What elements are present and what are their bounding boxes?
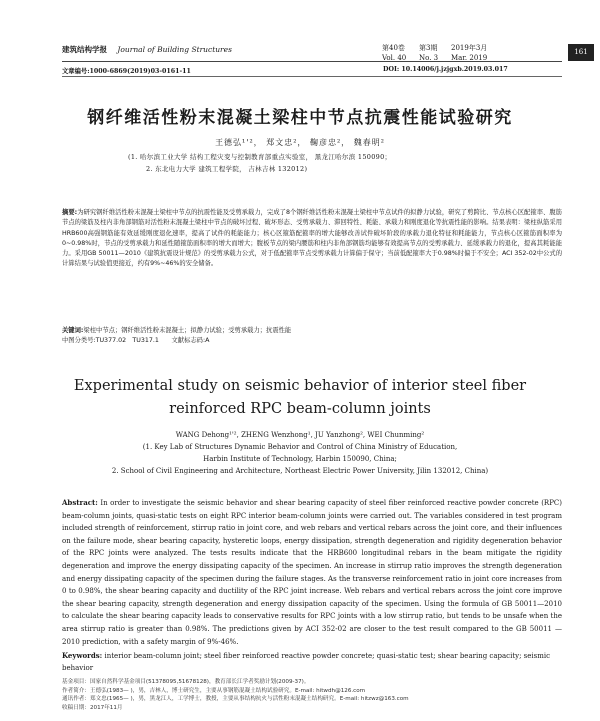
title-en-line-2: reinforced RPC beam-column joints	[169, 401, 431, 417]
issue-cn: 第3期	[419, 44, 438, 52]
journal-header	[62, 44, 232, 55]
keywords-cn	[62, 326, 562, 346]
page-number: 161	[568, 44, 594, 61]
title-en	[0, 375, 600, 421]
volume-en: Vol. 40	[382, 54, 407, 62]
title-en-line-1: Experimental study on seismic behavior of interior steel fiber	[73, 378, 527, 394]
keywords-en-text: interior beam-column joint; steel fiber reinforced reactive powder concrete; quasi-static test; shear bearing capacity; seismic behavior	[62, 652, 551, 672]
footnote-corresponding: 通讯作者：郑文忠(1965— )，男，黑龙江人，工学博士，教授，主要从事结构抗火与活性粉末混凝土结构研究。E-mail: hitzwz@163.com	[62, 696, 409, 703]
footnote-funding: 基金项目：国家自然科学基金项目(51378095,51678128)，教育部长江学者奖励计划(2009-37)。	[62, 679, 310, 685]
keywords-en-label: Keywords:	[62, 651, 103, 660]
keywords-en	[62, 650, 562, 674]
article-id: 文章编号:1000-6869(2019)03-0161-11	[62, 68, 191, 75]
classification-cn: 中图分类号:TU377.02 TU317.1 文献标志码:A	[62, 337, 210, 344]
abstract-cn-text: 为研究钢纤维活性粉末混凝土梁柱中节点的抗震性能及受剪承载力，完成了8个钢纤维活性粉末混凝土梁柱中节点试件的拟静力试验，研究了剪跨比、节点核心区配箍率、腹筋节点的梁筋及柱内非角部钢筋对活性粉末混凝土梁柱中节点的破坏过程、破坏形态、受剪承载力、滞回特性、耗能、承载力和刚度退化等抗震性能的影响。结果表明：梁柱纵筋采用HRB600高强钢筋能有效延缓刚度退化速率，提高了试件的耗能能力；核心区箍筋配箍率的增大能够改善试件破坏阶段的承载力退化特征和耗能能力，节点核心区箍筋面积率为0~0.98%时，节点的受剪承载力和延性随箍筋面积率的增大而增大；腹板节点的梁内腰筋和柱内非角部钢筋均能够有效提高节点的受剪承载力、延缓承载力的退化，提高其耗能能力。采用GB 50011—2010《建筑抗震设计规范》的受剪承载力公式，对于低配箍率节点受剪承载力计算偏于保守；当前低配箍率大于0.98%时偏于不安全；ACI 352-02中公式的计算结果与试验值更接近，约有9%~46%的安全储备。	[62, 209, 562, 268]
footnote-author: 作者简介：王德弘(1983— )，男，吉林人，博士研究生，主要从事钢筋混凝土结构试验研究。E-mail: hitwdh@126.com	[62, 687, 366, 694]
journal-name-cn: 建筑结构学报	[62, 45, 107, 54]
volume-cn: 第40卷	[382, 44, 405, 52]
keywords-cn-text: 梁柱中节点；钢纤维活性粉末混凝土；拟静力试验；受剪承载力；抗震性能	[83, 327, 292, 334]
date-en: Mar. 2019	[451, 54, 488, 62]
keywords-cn-label: 关键词:	[62, 327, 84, 334]
doi[interactable]: DOI: 10.14006/j.jzjgxb.2019.03.017	[383, 66, 508, 73]
title-cn: 钢纤维活性粉末混凝土梁柱中节点抗震性能试验研究	[87, 108, 513, 128]
header-rule	[62, 61, 562, 62]
abstract-cn-label: 摘要:	[62, 209, 78, 216]
authors-en: WANG Dehong¹'², ZHENG Wenzhong¹, JU Yanzhong², WEI Chunming²	[175, 431, 425, 439]
footnote-received: 收稿日期：2017年11月	[62, 704, 123, 711]
header-rule-bottom	[62, 76, 562, 77]
issue-en: No. 3	[419, 54, 439, 62]
issue-info	[382, 43, 542, 63]
journal-name-en: Journal of Building Structures	[117, 45, 232, 54]
abstract-en	[62, 497, 562, 648]
affiliation-cn-1: (1. 哈尔滨工业大学 结构工程灾变与控制教育部重点实验室， 黑龙江哈尔滨 150090；	[128, 153, 392, 161]
date-cn: 2019年3月	[451, 44, 488, 52]
affiliation-cn-2: 2. 东北电力大学 建筑工程学院， 吉林吉林 132012)	[146, 165, 308, 173]
affiliation-en-1: (1. Key Lab of Structures Dynamic Behavior and Control of China Ministry of Education,	[142, 443, 458, 451]
affiliation-en-3: 2. School of Civil Engineering and Architecture, Northeast Electric Power University, Jilin 132012, China)	[111, 467, 489, 475]
footnotes	[62, 678, 562, 712]
authors-cn: 王德弘¹'²， 郑文忠²， 鞠彦忠²， 魏春明²	[215, 138, 385, 147]
affiliation-en-2: Harbin Institute of Technology, Harbin 150090, China;	[203, 455, 397, 463]
abstract-en-text: In order to investigate the seismic behavior and shear bearing capacity of steel fiber reinforced reactive powder concrete (RPC) beam-column joints, quasi-static tests on eight RPC interior beam-column joints were carried out. The variables considered in test program included strength of reinforcement, stirrup ratio in joint core, and web rebars and vertical rebars across the joint core, and their influences on the failure mode, shear bearing capacity, hysteretic loops, energy dissipation, strength degeneration and rigidity degeneration behavior of the RPC joints were analyzed. The tests results indicate that the HRB600 longitudinal rebars in the beam mitigate the rigidity degeneration and improve the energy dissipating capacity of the specimen. An increase in stirrup ratio improves the strength degeneration and energy dissipating capacity of the specimen during the failure stages. As the transverse reinforcement ratio in joint core increases from 0 to 0.98%, the shear bearing capacity and ductility of the RPC joint increase. Web rebars and vertical rebars across the joint core improve the shear bearing capacity, strength degeneration and energy dissipation capacity of the specimen. Using the formula of GB 50011—2010 to calculate the shear bearing capacity leads to conservative results for RPC joints with a low stirrup ratio, but tends to be unsafe when the area stirrup ratio is greater than 0.98%. The predictions given by ACI 352-02 are closer to the test result compared to the GB 50011 — 2010 prediction, with a safety margin of 9%-46%.	[62, 499, 562, 646]
abstract-en-label: Abstract:	[62, 498, 98, 507]
abstract-cn	[62, 208, 562, 270]
